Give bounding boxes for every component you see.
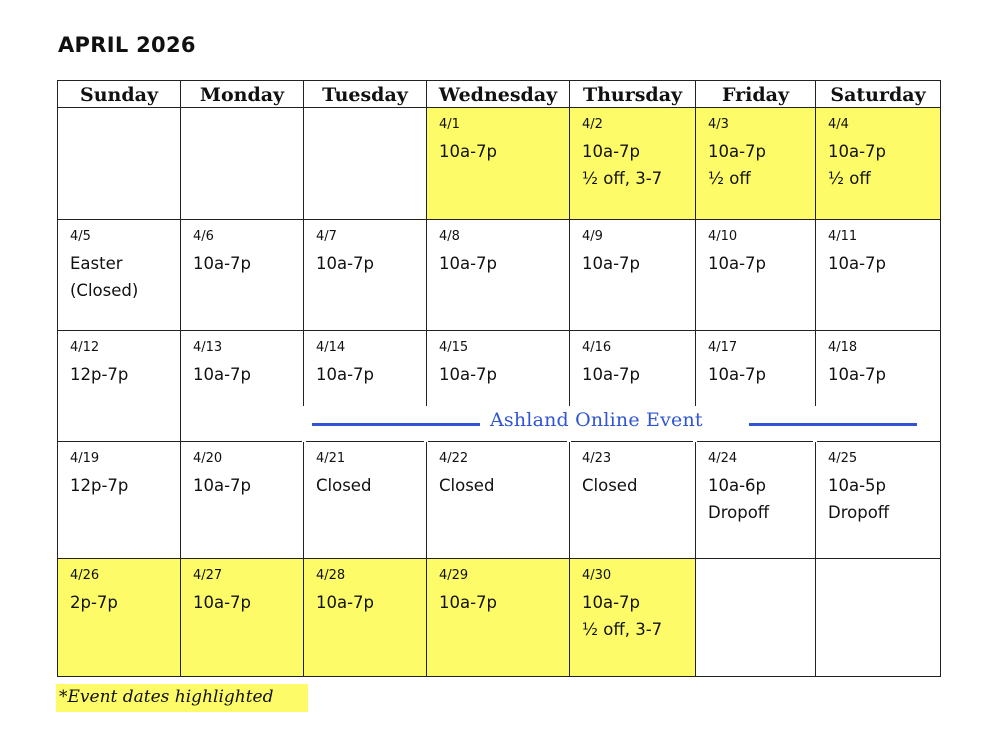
day-hours: 10a-7p [316, 593, 375, 612]
day-cell [427, 108, 570, 220]
day-hours: 10a-7p [582, 142, 641, 161]
day-hours: 10a-7p [708, 365, 767, 384]
day-note: ½ off, 3-7 [582, 620, 663, 639]
day-date: 4/15 [439, 340, 469, 355]
day-hours: 10a-7p [439, 142, 498, 161]
day-hours: 10a-7p [193, 476, 252, 495]
day-date: 4/11 [828, 229, 858, 244]
day-hours: 10a-7p [439, 593, 498, 612]
banner-gap [302, 406, 306, 442]
day-hours: Closed [316, 476, 372, 495]
day-date: 4/29 [439, 568, 469, 583]
day-date: 4/27 [193, 568, 223, 583]
day-date: 4/23 [582, 451, 612, 466]
day-hours: 10a-7p [828, 142, 887, 161]
day-hours: Easter [70, 254, 123, 273]
day-cell [58, 220, 181, 331]
day-hours: 10a-7p [193, 593, 252, 612]
day-date: 4/3 [708, 117, 729, 132]
day-date: 4/22 [439, 451, 469, 466]
day-cell [427, 220, 570, 331]
day-cell [304, 220, 427, 331]
week-row [58, 559, 941, 677]
day-date: 4/17 [708, 340, 738, 355]
day-hours: 10a-7p [828, 365, 887, 384]
day-date: 4/14 [316, 340, 346, 355]
day-cell [181, 331, 304, 442]
day-date: 4/12 [70, 340, 100, 355]
day-date: 4/18 [828, 340, 858, 355]
day-cell [570, 559, 696, 677]
weekday-header: Tuesday [304, 81, 427, 108]
day-cell [304, 559, 427, 677]
day-hours: 10a-7p [439, 365, 498, 384]
day-cell [304, 442, 427, 559]
day-date: 4/4 [828, 117, 849, 132]
day-cell [816, 442, 941, 559]
day-hours: 2p-7p [70, 593, 118, 612]
empty-day-cell [58, 108, 181, 220]
empty-day-cell [696, 559, 816, 677]
day-hours: 10a-7p [582, 593, 641, 612]
day-hours: 10a-7p [582, 365, 641, 384]
day-hours: 10a-7p [582, 254, 641, 273]
day-date: 4/13 [193, 340, 223, 355]
day-hours: 10a-7p [193, 254, 252, 273]
day-date: 4/28 [316, 568, 346, 583]
week-row [58, 220, 941, 331]
calendar-title: APRIL 2026 [58, 33, 196, 57]
day-hours: 10a-5p [828, 476, 887, 495]
day-date: 4/9 [582, 229, 603, 244]
weekday-header: Thursday [570, 81, 696, 108]
calendar-grid [57, 80, 941, 677]
weekday-header-row [58, 81, 941, 108]
weekday-header: Wednesday [427, 81, 570, 108]
weekday-header: Sunday [58, 81, 181, 108]
day-cell [570, 442, 696, 559]
day-note: ½ off [828, 169, 871, 188]
day-date: 4/1 [439, 117, 460, 132]
day-hours: 12p-7p [70, 365, 129, 384]
day-hours: 10a-7p [828, 254, 887, 273]
day-date: 4/2 [582, 117, 603, 132]
day-date: 4/21 [316, 451, 346, 466]
day-date: 4/6 [193, 229, 214, 244]
day-hours: 10a-7p [193, 365, 252, 384]
day-note: ½ off [708, 169, 751, 188]
day-hours: 10a-7p [708, 254, 767, 273]
day-hours: 10a-7p [439, 254, 498, 273]
day-note: Dropoff [708, 503, 770, 522]
day-date: 4/8 [439, 229, 460, 244]
day-date: 4/16 [582, 340, 612, 355]
week-row [58, 108, 941, 220]
footnote: *Event dates highlighted [56, 684, 308, 712]
day-cell [181, 220, 304, 331]
day-cell [427, 442, 570, 559]
day-date: 4/26 [70, 568, 100, 583]
day-cell [181, 442, 304, 559]
weekday-header: Saturday [816, 81, 941, 108]
day-hours: 12p-7p [70, 476, 129, 495]
day-date: 4/30 [582, 568, 612, 583]
day-cell [570, 108, 696, 220]
day-date: 4/5 [70, 229, 91, 244]
event-banner-label: Ashland Online Event [490, 409, 703, 431]
empty-day-cell [181, 108, 304, 220]
day-date: 4/25 [828, 451, 858, 466]
day-cell [816, 108, 941, 220]
day-hours: 10a-7p [316, 254, 375, 273]
day-hours: 10a-7p [708, 142, 767, 161]
weekday-header: Friday [696, 81, 816, 108]
empty-day-cell [816, 559, 941, 677]
day-cell [696, 108, 816, 220]
day-date: 4/19 [70, 451, 100, 466]
day-hours: 10a-6p [708, 476, 767, 495]
day-date: 4/7 [316, 229, 337, 244]
day-cell [427, 559, 570, 677]
day-cell [570, 220, 696, 331]
day-cell [58, 559, 181, 677]
day-cell [696, 442, 816, 559]
day-date: 4/24 [708, 451, 738, 466]
day-cell [58, 331, 181, 442]
day-cell [696, 220, 816, 331]
day-date: 4/20 [193, 451, 223, 466]
week-row [58, 442, 941, 559]
day-hours: Closed [582, 476, 638, 495]
event-banner-line-left [312, 423, 480, 426]
day-hours: 10a-7p [316, 365, 375, 384]
day-cell [58, 442, 181, 559]
day-hours: Closed [439, 476, 495, 495]
day-note: (Closed) [70, 281, 139, 300]
day-note: ½ off, 3-7 [582, 169, 663, 188]
day-note: Dropoff [828, 503, 890, 522]
event-banner-line-right [749, 423, 917, 426]
day-cell [181, 559, 304, 677]
day-date: 4/10 [708, 229, 738, 244]
weekday-header: Monday [181, 81, 304, 108]
empty-day-cell [304, 108, 427, 220]
day-cell [816, 220, 941, 331]
